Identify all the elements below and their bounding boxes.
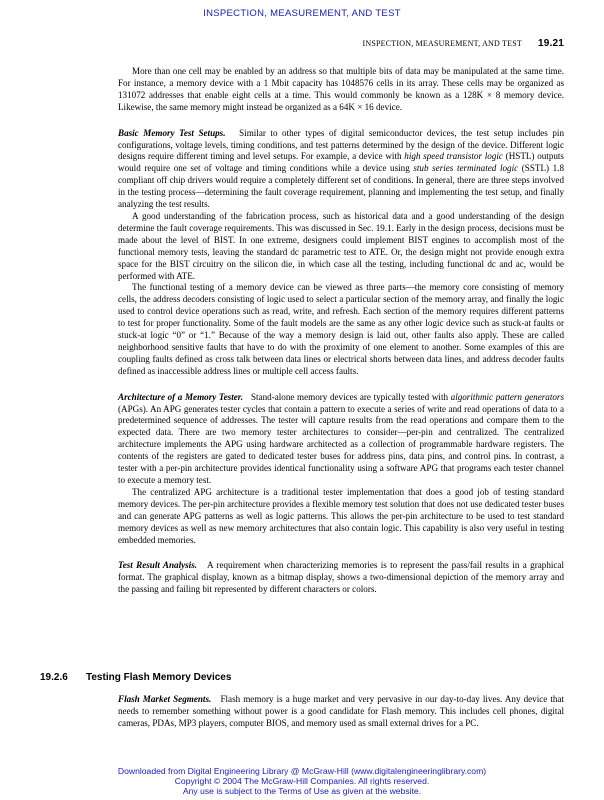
text-run: Stand-alone memory devices are typically tested with [250,391,451,402]
test-result-paragraph [118,560,564,596]
architecture-paragraph [118,392,564,487]
footer-copyright: Copyright © 2004 The McGraw-Hill Companies. All rights reserved. [174,776,430,786]
emphasis: stub series terminated logic [413,163,519,174]
flash-heading: Flash Market Segments. [118,694,212,704]
section-title: Testing Flash Memory Devices [86,672,232,683]
section-heading [40,672,560,683]
section-number: 19.2.6 [40,672,68,683]
text-run: (APGs). An APG generates tester cycles that contain a pattern to execute a series of write and read operations of data to a predetermined sequence of addresses. The tester will capture results from the read operations and compare them to the expected data. There are two memory tester architectures to consider—per-pin and centralized. The centralized architecture implements the APG using hardware architected as a collection of programmable hardware registers. The contents of the registers are gated to dedicated tester buses for address pins, data pins, and control pins. In contrast, a tester with a per-pin architecture provides identical functionality using a software APG that programs each tester channel to execute a memory test. [118,403,564,485]
text-run: Flash memory is a huge market and very pervasive in our day-to-day lives. Any device that needs to remember something without power is a good candidate for Flash memory. This includes cell phones, digital cameras, PDAs, MP3 players, computer BIOS, and memory used as small external drives for a PC. [118,694,564,728]
fabrication-paragraph: A good understanding of the fabrication process, such as historical data and a good understanding of the design determine the fault coverage requirements. This was discussed in Sec. 19.1. Early in the design process, decisions must be made about the level of BIST. In one extreme, designers could implement BIST engines to accomplish most of the functional memory tests, leaving the standard dc parametric test to ATE. Or, the design might not provide enough extra space for the BIST circuitry on the silicon die, in which case all the testing, including functional dc and ac, would be performed with ATE. [118,210,564,281]
body-text [118,66,564,596]
page-number: 19.21 [537,38,564,49]
text-run: A requirement when characterizing memories is to represent the pass/fail results in a graphical format. The graphical display, known as a bitmap display, shows a two-dimensional depiction of the memory array and the passing and failing bit represented by different characters or colors. [118,560,564,595]
footer [0,766,604,796]
basic-setups-paragraph [118,128,564,211]
text-run: (HSTL) outputs would require one set of voltage and timing conditions while a device using [118,151,564,174]
test-result-heading: Test Result Analysis. [118,560,198,571]
architecture-heading: Architecture of a Memory Tester. [118,391,244,402]
running-head [363,38,564,49]
functional-testing-paragraph: The functional testing of a memory device can be viewed as three parts—the memory core consisting of memory cells, the address decoders consisting of logic used to select a particular section of the memory array, and finally the logic used to control device operations such as read, write, and refresh. Each section of the memory requires different patterns to test for proper functionality. Some of the fault models are the same as any other logic device such as stuck-at faults or stuck-at logic “0” or “1.” Because of the way a memory design is laid out, other faults also apply. These are called neighborhood sensitive faults that have to do with the proximity of one element to another. Some examples of this are coupling faults defined as cross talk between data lines or electrical shorts between data lines, and address decoder faults defined as inaccessible address lines or multiple cell access faults. [118,282,564,376]
flash-paragraph [118,694,564,730]
intro-paragraph: More than one cell may be enabled by an address so that multiple bits of data may be manipulated at the same time. For instance, a memory device with a 1 Mbit capacity has 1048576 cells in its array. These cells may be organized as 131072 addresses that enable eight cells at a time. This would commonly be known as a 128K × 8 memory device. Likewise, the same memory might instead be organized as a 64K × 16 device. [118,66,564,112]
footer-download-link[interactable]: Downloaded from Digital Engineering Library @ McGraw-Hill (www.digitalengineeringlibrary.com) [117,766,487,776]
text-run: Similar to other types of digital semiconductor devices, the test setup includes pin configurations, voltage levels, timing conditions, and test patterns determined by the design of the device. Different logic designs require different timing and level setups. For example, a device with [118,127,564,162]
running-head-title: INSPECTION, MEASUREMENT, AND TEST [362,39,522,48]
basic-setups-heading: Basic Memory Test Setups. [118,127,226,138]
emphasis: high speed transistor logic [404,151,503,162]
emphasis: algorithmic pattern generators [450,391,564,402]
text-run: (SSTL) 1.8 compliant off chip drivers would require a completely different set of conditions. In general, there are three steps involved in the testing process—determining the fault coverage requirement, planning and implementing the test setup, and finally analyzing the test results. [118,163,564,210]
footer-terms-link[interactable]: Any use is subject to the Terms of Use as given at the website. [182,786,422,796]
centralized-apg-paragraph: The centralized APG architecture is a traditional tester implementation that does a good job of testing standard memory devices. The per-pin architecture provides a flexible memory test solution that does not use dedicated tester buses and can generate APG patterns as well as logic patterns. This allows the per-pin architecture to be used to test standard memory devices as well as new memory architectures that also contain logic. This capability is also very useful in testing embedded memories. [118,486,564,545]
flash-section [118,694,564,730]
top-banner: INSPECTION, MEASUREMENT, AND TEST [203,8,401,19]
